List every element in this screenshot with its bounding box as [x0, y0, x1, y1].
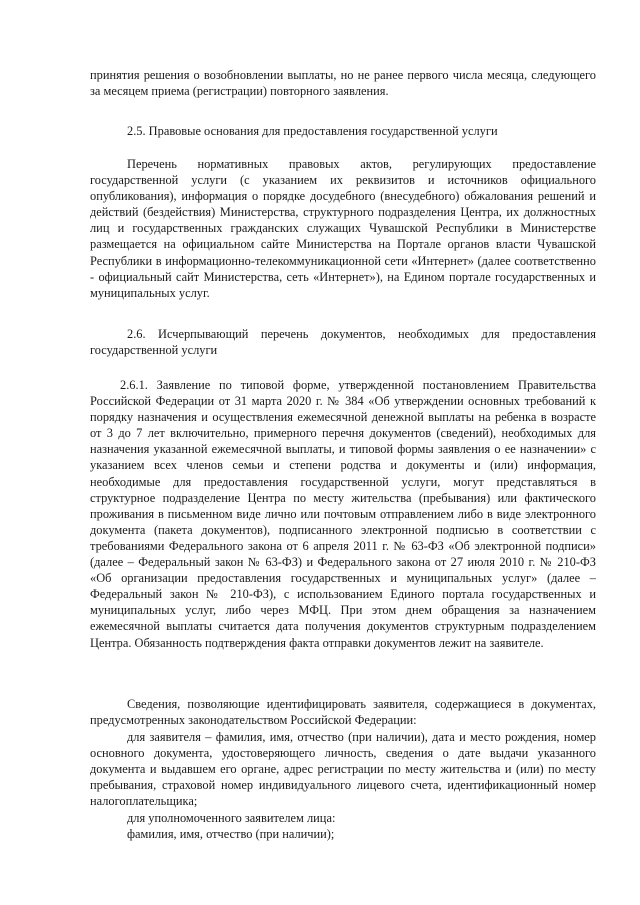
paragraph-applicant: для заявителя – фамилия, имя, отчество (при наличии), дата и место рождения, номер основного документа, удостоверяющего личность, сведения о дате выдачи указанного документа и выдавшем его органе, адрес регистрации по месту жительства и (или) по месту пребывания, страховой номер индивидуального лицевого счета, идентификационный номер налогоплательщика;: [90, 730, 596, 809]
paragraph-fio: фамилия, имя, отчество (при наличии);: [127, 827, 335, 841]
paragraph-intro: принятия решения о возобновлении выплаты, но не ранее первого числа месяца, следующего за месяцем приема (регистрации) повторного заявления.: [90, 68, 596, 99]
section-heading-2-5: 2.5. Правовые основания для предоставления государственной услуги: [127, 124, 498, 138]
paragraph-2-5: Перечень нормативных правовых актов, регулирующих предоставление государственной услуги (с указанием их реквизитов и источников официального опубликования), информация о порядке досудебного (внесудебного) обжалования решений и действий (бездействия) Министерства, структурного подразделения Центра, их должностных лиц и государственных гражданских служащих Чувашской Республики в Министерстве размещается на официальном сайте Министерства на Портале органов власти Чувашской Республики в информационно-телекоммуникационной сети «Интернет» (далее соответственно - официальный сайт Министерства, сеть «Интернет»), на Едином портале государственных и муниципальных услуг.: [90, 157, 596, 300]
section-heading-2-6: 2.6. Исчерпывающий перечень документов, необходимых для предоставления государственной услуги: [90, 327, 596, 358]
paragraph-authorized-person: для уполномоченного заявителем лица:: [127, 811, 336, 825]
paragraph-svedeniya: Сведения, позволяющие идентифицировать заявителя, содержащиеся в документах, предусмотренных законодательством Российской Федерации:: [90, 697, 596, 728]
paragraph-2-6-1: 2.6.1. Заявление по типовой форме, утвержденной постановлением Правительства Российской Федерации от 31 марта 2020 г. № 384 «Об утверждении основных требований к порядку назначения и осуществления ежемесячной денежной выплаты на ребенка в возрасте от 3 до 7 лет включительно, примерного перечня документов (сведений), необходимых для назначения указанной ежемесячной выплаты, и типовой формы заявления о ее назначении» с указанием всех членов семьи и степени родства и документы и (или) информация, необходимые для предоставления государственной услуги, могут представляться в структурное подразделение Центра по месту жительства (пребывания) или фактического проживания в письменном виде лично или почтовым отправлением либо в виде электронного документа (пакета документов), подписанного электронной подписью в соответствии с требованиями Федерального закона от 6 апреля 2011 г. № 63-ФЗ «Об электронной подписи» (далее – Федеральный закон № 63-ФЗ) и Федерального закона от 27 июля 2010 г. № 210-ФЗ «Об организации предоставления государственных и муниципальных услуг» (далее – Федеральный закон № 210-ФЗ), с использованием Единого портала государственных и муниципальных услуг, либо через МФЦ. При этом днем обращения за назначением ежемесячной выплаты считается дата получения документов структурным подразделением Центра. Обязанность подтверждения факта отправки документов лежит на заявителе.: [90, 378, 596, 650]
